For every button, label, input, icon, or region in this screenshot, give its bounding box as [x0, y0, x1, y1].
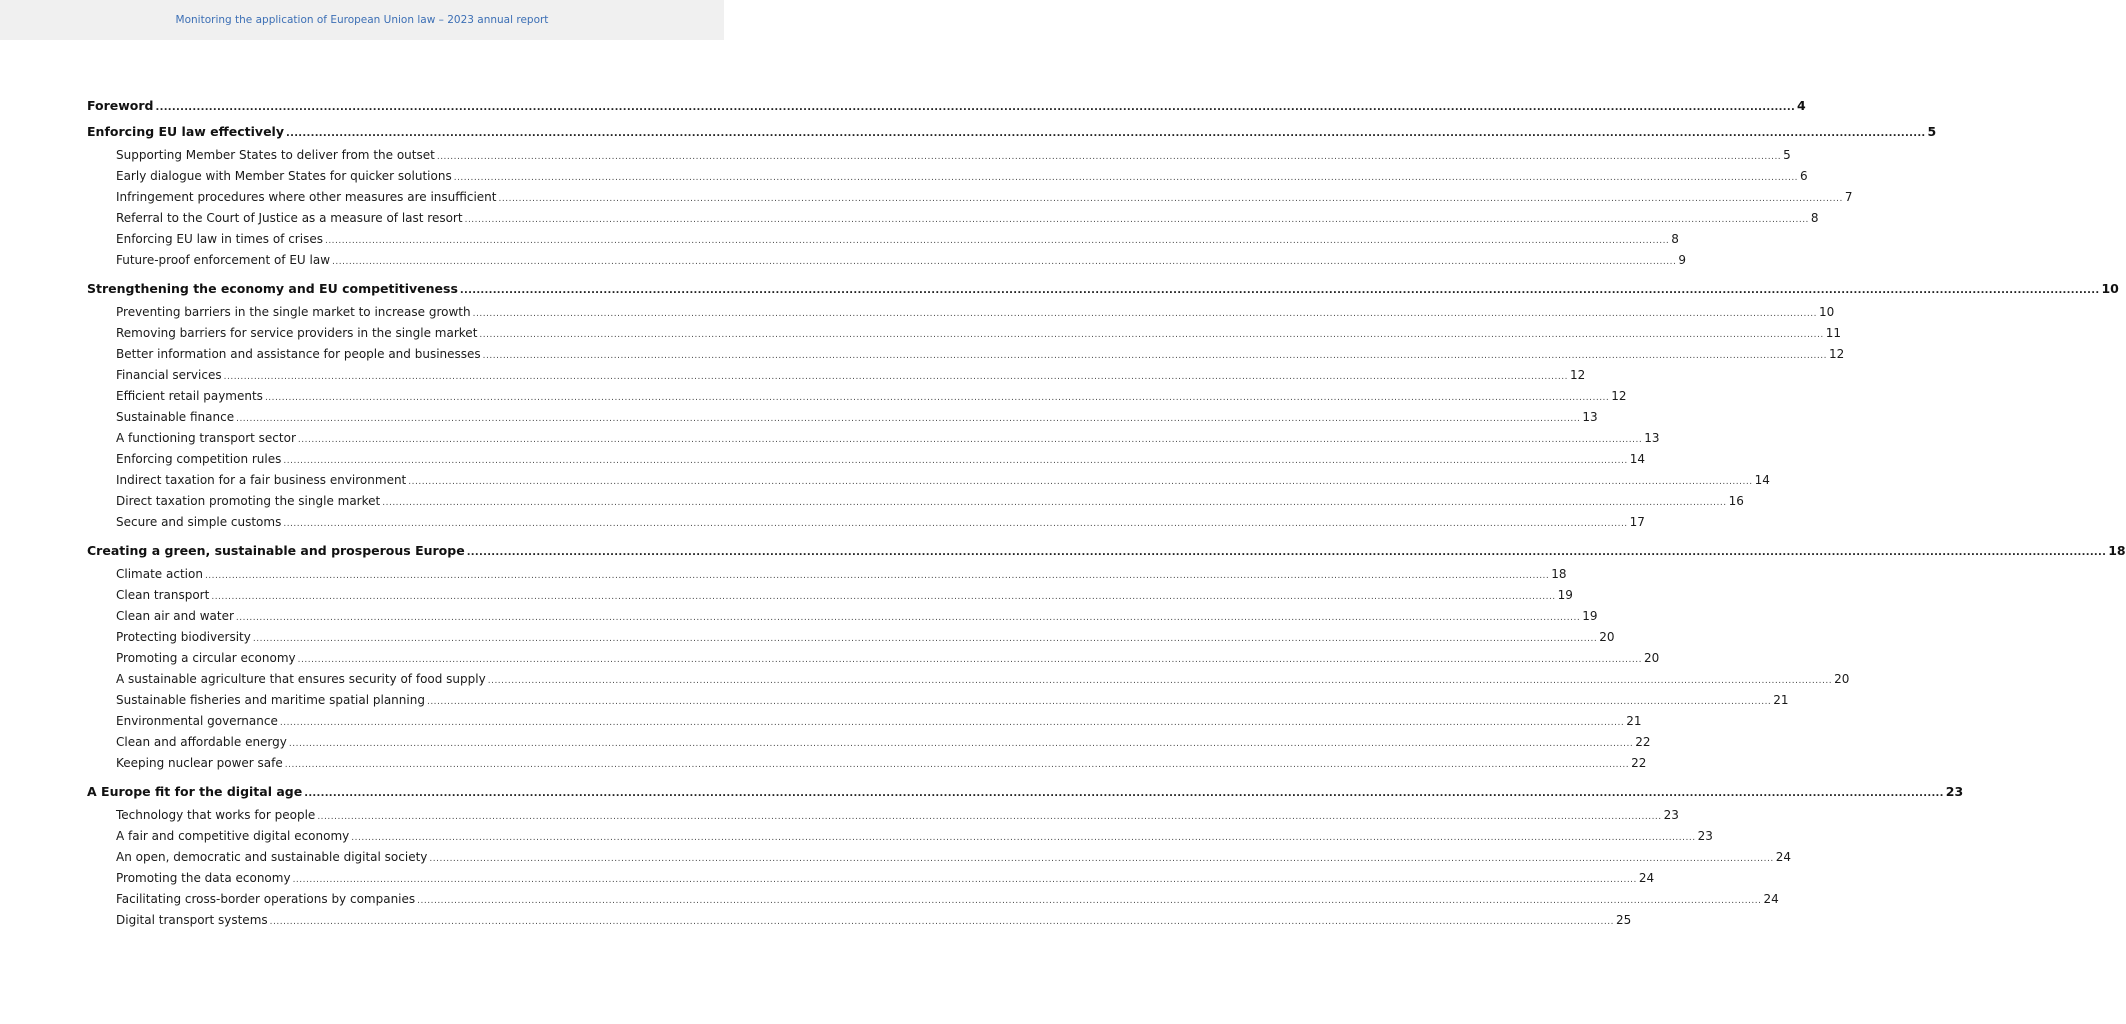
toc-entry-title: Digital transport systems — [116, 913, 268, 927]
toc-section-page: 4 — [1797, 98, 1806, 113]
toc-entry-page: 7 — [1844, 190, 1853, 204]
toc-entry-page: 6 — [1800, 169, 1808, 183]
toc-entry-page: 9 — [1678, 253, 1687, 267]
toc-entry[interactable] — [87, 491, 1744, 512]
toc-entry[interactable] — [87, 847, 1792, 868]
toc-entry[interactable] — [87, 449, 1645, 470]
dot-leader: ................................................................................................................................................................................................................................................................................................................................................................................................................ — [332, 257, 1677, 267]
toc-entry-page: 12 — [1569, 368, 1586, 382]
toc-entry-page: 12 — [1611, 389, 1627, 403]
toc-entry-page: 21 — [1773, 693, 1789, 707]
toc-entry[interactable] — [87, 250, 1687, 271]
toc-section-title: Strengthening the economy and EU competitiveness — [87, 281, 458, 296]
dot-leader: ................................................................................................................................................................................................................................................................................................................................................................................................................ — [382, 498, 1727, 508]
toc-section-title: Creating a green, sustainable and prosperous Europe — [87, 543, 465, 558]
toc-entry-page: 24 — [1763, 892, 1779, 906]
dot-leader: ................................................................................................................................................................................................................................................................................................................................................................................................................ — [204, 571, 1550, 581]
dot-leader: ................................................................................................................................................................................................................................................................................................................................................................................................................ — [459, 285, 2100, 296]
dot-leader: ................................................................................................................................................................................................................................................................................................................................................................................................................ — [466, 547, 2107, 558]
toc-entry-page: 5 — [1783, 148, 1791, 162]
toc-entry-page: 10 — [1818, 305, 1835, 319]
toc-section-page: 23 — [1945, 784, 1964, 799]
toc-entry-page: 13 — [1644, 431, 1660, 445]
toc-entry-page: 14 — [1754, 473, 1770, 487]
toc-entry-title: Clean transport — [116, 588, 210, 602]
toc-entry-title: Enforcing competition rules — [116, 452, 282, 466]
toc-entry-title: Technology that works for people — [116, 808, 316, 822]
toc-entry-page: 8 — [1671, 232, 1679, 246]
toc-entry[interactable] — [87, 229, 1679, 250]
toc-entry-page: 12 — [1829, 347, 1845, 361]
toc-entry-title: Climate action — [116, 567, 203, 581]
toc-entry[interactable] — [87, 753, 1647, 774]
toc-entry[interactable] — [87, 805, 1679, 826]
toc-entry[interactable] — [87, 166, 1808, 187]
dot-leader: ................................................................................................................................................................................................................................................................................................................................................................................................................ — [279, 718, 1625, 728]
toc-entry[interactable] — [87, 606, 1598, 627]
dot-leader: ................................................................................................................................................................................................................................................................................................................................................................................................................ — [155, 102, 1796, 113]
toc-entry-title: Sustainable fisheries and maritime spatial planning — [116, 693, 425, 707]
toc-entry-title: Clean and affordable energy — [116, 735, 287, 749]
dot-leader: ................................................................................................................................................................................................................................................................................................................................................................................................................ — [211, 592, 1556, 602]
toc-entry-page: 25 — [1615, 913, 1632, 927]
toc-entry[interactable] — [87, 407, 1598, 428]
toc-entry[interactable] — [87, 889, 1779, 910]
toc-section-title: Foreword — [87, 98, 154, 113]
toc-entry-title: Infringement procedures where other measures are insufficient — [116, 190, 497, 204]
toc-entry[interactable] — [87, 470, 1770, 491]
toc-entry-title: A fair and competitive digital economy — [116, 829, 350, 843]
toc-entry-title: Referral to the Court of Justice as a measure of last resort — [116, 211, 463, 225]
dot-leader: ................................................................................................................................................................................................................................................................................................................................................................................................................ — [351, 833, 1696, 843]
dot-leader: ................................................................................................................................................................................................................................................................................................................................................................................................................ — [324, 236, 1670, 246]
toc-section[interactable] — [87, 779, 1964, 805]
toc-entry-page: 19 — [1557, 588, 1573, 602]
toc-entry-title: Promoting the data economy — [116, 871, 291, 885]
toc-entry[interactable] — [87, 564, 1567, 585]
dot-leader: ................................................................................................................................................................................................................................................................................................................................................................................................................ — [317, 812, 1662, 822]
toc-entry-title: Sustainable finance — [116, 410, 235, 424]
toc-entry-title: Promoting a circular economy — [116, 651, 296, 665]
toc-entry[interactable] — [87, 910, 1632, 931]
toc-entry[interactable] — [87, 732, 1651, 753]
toc-entry-page: 11 — [1825, 326, 1842, 340]
toc-entry-title: A functioning transport sector — [116, 431, 296, 445]
toc-entry-title: Enforcing EU law in times of crises — [116, 232, 323, 246]
toc-entry-title: Clean air and water — [116, 609, 234, 623]
toc-entry[interactable] — [87, 428, 1660, 449]
toc-entry[interactable] — [87, 302, 1835, 323]
dot-leader: ................................................................................................................................................................................................................................................................................................................................................................................................................ — [288, 739, 1634, 749]
toc-entry-page: 20 — [1834, 672, 1850, 686]
toc-entry-title: Future-proof enforcement of EU law — [116, 253, 331, 267]
toc-entry-page: 20 — [1643, 651, 1660, 665]
toc-entry[interactable] — [87, 627, 1615, 648]
toc-entry-title: Environmental governance — [116, 714, 278, 728]
toc-entry-title: Financial services — [116, 368, 222, 382]
toc-entry-title: A sustainable agriculture that ensures security of food supply — [116, 672, 486, 686]
dot-leader: ................................................................................................................................................................................................................................................................................................................................................................................................................ — [453, 173, 1799, 183]
toc-entry-title: Indirect taxation for a fair business environment — [116, 473, 407, 487]
toc-entry-page: 22 — [1631, 756, 1647, 770]
toc-entry-title: Direct taxation promoting the single market — [116, 494, 381, 508]
dot-leader: ................................................................................................................................................................................................................................................................................................................................................................................................................ — [235, 613, 1581, 623]
dot-leader: ................................................................................................................................................................................................................................................................................................................................................................................................................ — [429, 854, 1774, 864]
toc-entry[interactable] — [87, 187, 1853, 208]
toc-section[interactable] — [87, 93, 1806, 119]
dot-leader: ................................................................................................................................................................................................................................................................................................................................................................................................................ — [283, 519, 1628, 529]
toc-entry-page: 14 — [1629, 452, 1645, 466]
toc-entry-page: 17 — [1629, 515, 1645, 529]
toc-section-page: 18 — [2108, 543, 2126, 558]
table-of-contents — [87, 93, 2126, 936]
toc-section-page: 10 — [2101, 281, 2119, 296]
dot-leader: ................................................................................................................................................................................................................................................................................................................................................................................................................ — [283, 456, 1628, 466]
toc-entry-page: 20 — [1599, 630, 1615, 644]
toc-section[interactable] — [87, 538, 2126, 564]
toc-entry[interactable] — [87, 344, 1845, 365]
dot-leader: ................................................................................................................................................................................................................................................................................................................................................................................................................ — [252, 634, 1598, 644]
dot-leader: ................................................................................................................................................................................................................................................................................................................................................................................................................ — [297, 435, 1643, 445]
toc-entry[interactable] — [87, 323, 1842, 344]
dot-leader: ................................................................................................................................................................................................................................................................................................................................................................................................................ — [264, 393, 1610, 403]
toc-entry-page: 24 — [1775, 850, 1792, 864]
dot-leader: ................................................................................................................................................................................................................................................................................................................................................................................................................ — [286, 128, 1926, 139]
toc-section[interactable] — [87, 119, 1937, 145]
toc-entry-title: Efficient retail payments — [116, 389, 263, 403]
toc-section-page: 5 — [1927, 124, 1937, 139]
dot-leader: ................................................................................................................................................................................................................................................................................................................................................................................................................ — [487, 676, 1833, 686]
toc-entry-title: Facilitating cross-border operations by companies — [116, 892, 416, 906]
dot-leader: ................................................................................................................................................................................................................................................................................................................................................................................................................ — [292, 875, 1637, 885]
dot-leader: ................................................................................................................................................................................................................................................................................................................................................................................................................ — [304, 788, 1944, 799]
dot-leader: ................................................................................................................................................................................................................................................................................................................................................................................................................ — [464, 215, 1809, 225]
toc-entry[interactable] — [87, 512, 1645, 533]
toc-entry-title: An open, democratic and sustainable digital society — [116, 850, 428, 864]
dot-leader: ................................................................................................................................................................................................................................................................................................................................................................................................................ — [223, 372, 1568, 382]
dot-leader: ................................................................................................................................................................................................................................................................................................................................................................................................................ — [479, 330, 1824, 340]
toc-entry-title: Better information and assistance for people and businesses — [116, 347, 481, 361]
dot-leader: ................................................................................................................................................................................................................................................................................................................................................................................................................ — [498, 194, 1843, 204]
toc-entry-page: 23 — [1663, 808, 1679, 822]
toc-entry[interactable] — [87, 208, 1819, 229]
toc-entry-page: 13 — [1582, 410, 1598, 424]
dot-leader: ................................................................................................................................................................................................................................................................................................................................................................................................................ — [482, 351, 1827, 361]
dot-leader: ................................................................................................................................................................................................................................................................................................................................................................................................................ — [284, 760, 1630, 770]
toc-entry-title: Removing barriers for service providers in the single market — [116, 326, 478, 340]
dot-leader: ................................................................................................................................................................................................................................................................................................................................................................................................................ — [236, 414, 1581, 424]
toc-entry[interactable] — [87, 868, 1655, 889]
toc-entry[interactable] — [87, 669, 1850, 690]
toc-entry-page: 24 — [1638, 871, 1655, 885]
dot-leader: ................................................................................................................................................................................................................................................................................................................................................................................................................ — [472, 309, 1817, 319]
toc-entry[interactable] — [87, 386, 1627, 407]
toc-entry[interactable] — [87, 145, 1791, 166]
dot-leader: ................................................................................................................................................................................................................................................................................................................................................................................................................ — [269, 917, 1614, 927]
toc-entry-page: 23 — [1697, 829, 1713, 843]
page-header — [0, 0, 724, 40]
toc-entry[interactable] — [87, 711, 1642, 732]
toc-entry-page: 18 — [1551, 567, 1567, 581]
toc-entry-page: 16 — [1728, 494, 1744, 508]
toc-entry[interactable] — [87, 365, 1586, 386]
toc-entry-title: Secure and simple customs — [116, 515, 282, 529]
toc-entry-page: 21 — [1626, 714, 1642, 728]
toc-entry[interactable] — [87, 585, 1573, 606]
toc-entry[interactable] — [87, 690, 1789, 711]
toc-entry-page: 19 — [1582, 609, 1598, 623]
toc-entry-title: Early dialogue with Member States for quicker solutions — [116, 169, 452, 183]
report-title: Monitoring the application of European Union law – 2023 annual report — [175, 14, 549, 26]
toc-entry-title: Keeping nuclear power safe — [116, 756, 283, 770]
dot-leader: ................................................................................................................................................................................................................................................................................................................................................................................................................ — [417, 896, 1762, 906]
dot-leader: ................................................................................................................................................................................................................................................................................................................................................................................................................ — [436, 152, 1782, 162]
toc-entry[interactable] — [87, 648, 1660, 669]
toc-entry[interactable] — [87, 826, 1713, 847]
dot-leader: ................................................................................................................................................................................................................................................................................................................................................................................................................ — [297, 655, 1642, 665]
toc-entry-page: 8 — [1810, 211, 1819, 225]
toc-entry-title: Supporting Member States to deliver from the outset — [116, 148, 435, 162]
toc-section-title: Enforcing EU law effectively — [87, 124, 284, 139]
dot-leader: ................................................................................................................................................................................................................................................................................................................................................................................................................ — [408, 477, 1753, 487]
toc-entry-page: 22 — [1635, 735, 1651, 749]
toc-section-title: A Europe fit for the digital age — [87, 784, 303, 799]
toc-entry-title: Protecting biodiversity — [116, 630, 251, 644]
dot-leader: ................................................................................................................................................................................................................................................................................................................................................................................................................ — [426, 697, 1772, 707]
toc-section[interactable] — [87, 276, 2119, 302]
toc-entry-title: Preventing barriers in the single market to increase growth — [116, 305, 471, 319]
